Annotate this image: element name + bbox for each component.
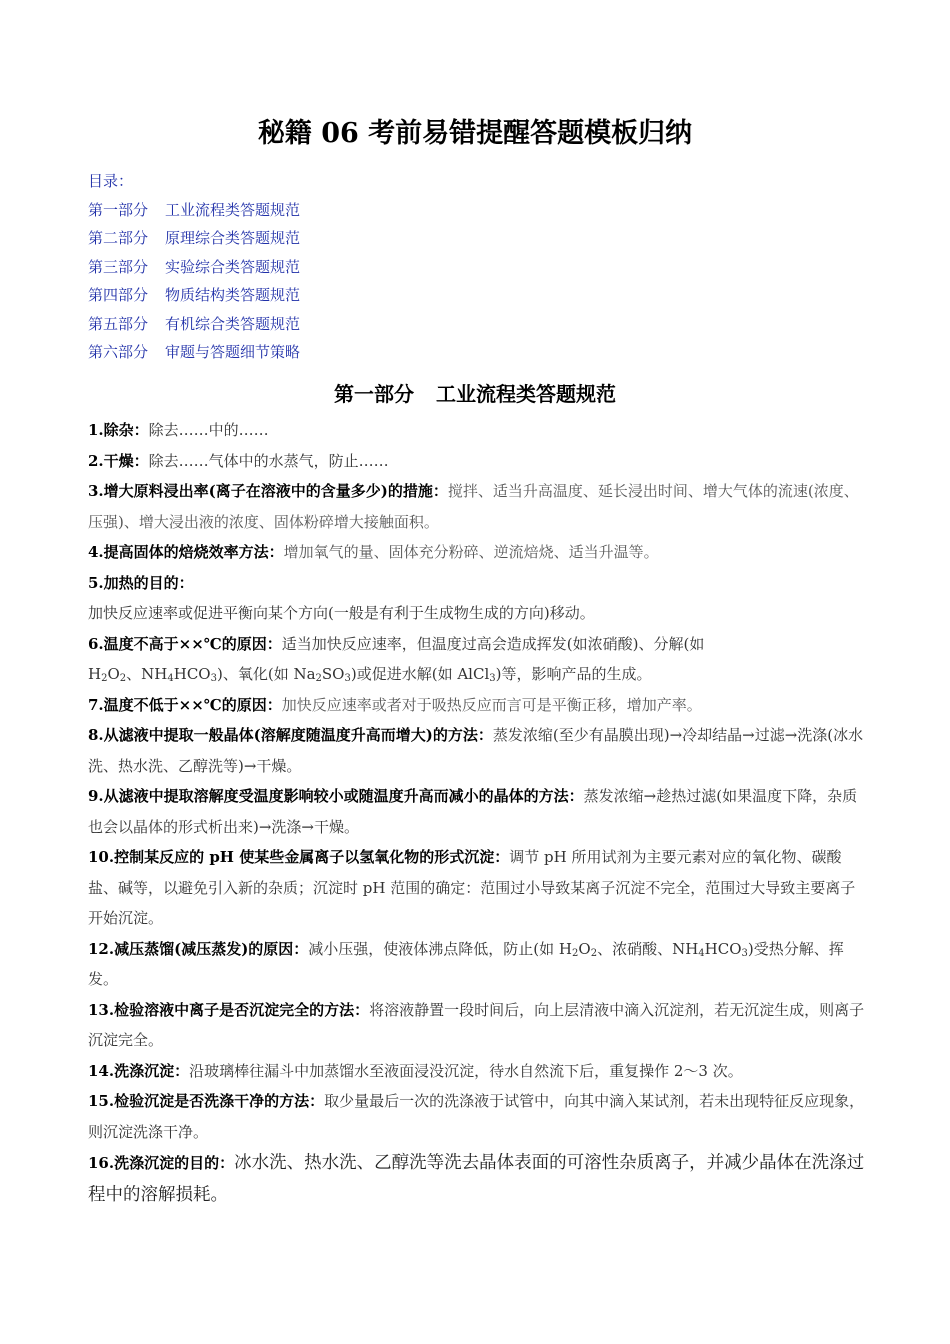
toc-link[interactable] [88, 310, 300, 339]
list-item: 15.检验沉淀是否洗涤干净的方法：取少量最后一次的洗涤液于试管中，向其中滴入某试剂，若未出现特征反应现象，则沉淀洗涤干净。 [88, 1092, 865, 1141]
toc-name: 工业流程类答题规范 [165, 200, 301, 219]
list-item: 6.温度不高于××℃的原因：适当加快反应速率，但温度过高会造成挥发(如浓硝酸)、分解(如 $H_2O_2$、$NH_4HCO_3$)、氧化(如 $Na_2SO_3$)或促进水解(如 AlCl$_3$)等，影响产品的生成。 [88, 634, 705, 684]
list-item: 10.控制某反应的 pH 使某些金属离子以氢氧化物的形式沉淀：调节 pH 所用试剂为主要元素对应的氧化物、碳酸盐、碱等，以避免引入新的杂质；沉淀时 pH 范围的确定：范围过小导致某离子沉淀不完全，范围过大导致主要离子开始沉淀。 [88, 848, 856, 927]
section-body [88, 415, 868, 1211]
toc-link[interactable] [88, 253, 300, 282]
document-title: 秘籍 06 考前易错提醒答题模板归纳 [257, 118, 693, 149]
list-item: 4.提高固体的焙烧效率方法：增加氧气的量、固体充分粉碎、逆流焙烧、适当升温等。 [88, 543, 659, 561]
toc-link[interactable] [88, 281, 300, 310]
toc-part: 第二部分 [88, 229, 149, 247]
list-item: 13.检验溶液中离子是否沉淀完全的方法：将溶液静置一段时间后，向上层清液中滴入沉淀剂，若无沉淀生成，则离子沉淀完全。 [88, 1000, 865, 1049]
toc-part: 第五部分 [88, 314, 149, 333]
list-item: 1.除杂：除去……中的…… [88, 421, 269, 439]
list-item: 9.从滤液中提取溶解度受温度影响较小或随温度升高而减小的晶体的方法：蒸发浓缩→趁热过滤(如果温度下降，杂质也会以晶体的形式析出来)→洗涤→干燥。 [88, 787, 858, 836]
list-item: 5.加热的目的： 加快反应速率或促进平衡向某个方向(一般是有利于生成物生成的方向)移动。 [88, 573, 595, 622]
toc-part: 第三部分 [88, 257, 149, 276]
toc-part: 第一部分 [88, 200, 149, 219]
list-item: 12.减压蒸馏(减压蒸发)的原因：减小压强，使液体沸点降低，防止(如 $H_2O_2$、浓硝酸、$NH_4HCO_3$)受热分解、挥发。 [88, 939, 844, 988]
section-heading: 第一部分 工业流程类答题规范 [334, 382, 616, 406]
toc-part: 第四部分 [88, 286, 149, 304]
list-item: 8.从滤液中提取一般晶体(溶解度随温度升高而增大)的方法：蒸发浓缩(至少有晶膜出现)→冷却结晶→过滤→洗涤(冰水洗、热水洗、乙醇洗等)→干燥。 [88, 726, 864, 775]
list-item: 14.洗涤沉淀：沿玻璃棒往漏斗中加蒸馏水至液面浸没沉淀，待水自然流下后，重复操作 2～3 次。 [88, 1061, 743, 1080]
toc-link[interactable] [88, 196, 300, 225]
list-item: 2.干燥：除去……气体中的水蒸气，防止…… [88, 451, 389, 470]
toc-name: 实验综合类答题规范 [165, 257, 301, 276]
toc-link[interactable] [88, 338, 300, 367]
toc-name: 原理综合类答题规范 [165, 229, 301, 247]
toc-part: 第六部分 [88, 343, 149, 361]
toc-heading: 目录： [88, 172, 134, 190]
toc-name: 物质结构类答题规范 [165, 286, 301, 304]
toc-name: 有机综合类答题规范 [165, 314, 301, 333]
list-item: 3.增大原料浸出率(离子在溶液中的含量多少)的措施：搅拌、适当升高温度、延长浸出时间、增大气体的流速(浓度、压强)、增大浸出液的浓度、固体粉碎增大接触面积。 [88, 482, 859, 531]
toc-name: 审题与答题细节策略 [165, 343, 301, 361]
table-of-contents [88, 167, 300, 367]
list-item: 7.温度不低于××℃的原因：加快反应速率或者对于吸热反应而言可是平衡正移，增加产率。 [88, 695, 702, 714]
list-item: 16.洗涤沉淀的目的：冰水洗、热水洗、乙醇洗等洗去晶体表面的可溶性杂质离子，并减少晶体在洗涤过程中的溶解损耗。 [88, 1153, 865, 1205]
toc-link[interactable] [88, 224, 300, 253]
